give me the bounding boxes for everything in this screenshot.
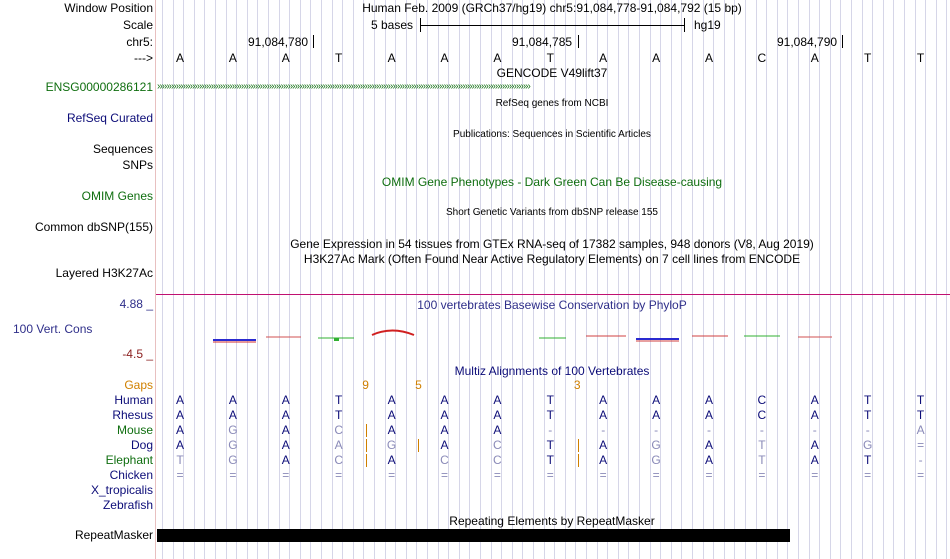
species-label[interactable]: Elephant xyxy=(105,453,153,467)
aligned-base: A xyxy=(281,408,290,422)
reference-base: T xyxy=(916,51,925,65)
gap-count: 9 xyxy=(362,378,369,392)
reference-base: T xyxy=(864,51,872,65)
gap-count: 3 xyxy=(573,378,581,392)
aligned-base: - xyxy=(601,423,606,437)
aligned-base: T xyxy=(546,408,554,422)
gap-count: 5 xyxy=(415,378,422,392)
dbsnp-track-title: Short Genetic Variants from dbSNP release 155 xyxy=(446,207,658,218)
aligned-base: - xyxy=(865,423,870,437)
aligned-base: G xyxy=(386,438,397,452)
omim-track-title: OMIM Gene Phenotypes - Dark Green Can Be Disease-causing xyxy=(381,175,723,189)
gaps-label: Gaps xyxy=(124,378,153,392)
aligned-base: C xyxy=(757,393,767,407)
aligned-base: A xyxy=(281,453,290,467)
aligned-base: T xyxy=(335,408,343,422)
aligned-base: A xyxy=(228,408,237,422)
aligned-base: A xyxy=(387,408,396,422)
aligned-base: = xyxy=(599,468,607,482)
aligned-base: A xyxy=(704,408,713,422)
aligned-base: A xyxy=(334,438,343,452)
aligned-base: A xyxy=(440,393,449,407)
aligned-base: A xyxy=(810,393,819,407)
aligned-base: T xyxy=(335,393,343,407)
species-label[interactable]: Human xyxy=(114,393,153,407)
aligned-base: A xyxy=(599,408,608,422)
aligned-base: A xyxy=(599,438,608,452)
aligned-base: A xyxy=(493,393,502,407)
aligned-base: T xyxy=(916,393,925,407)
aligned-base: A xyxy=(281,393,290,407)
aligned-base: G xyxy=(651,438,661,452)
aligned-base: A xyxy=(704,453,713,467)
aligned-base: A xyxy=(652,393,661,407)
aligned-base: A xyxy=(175,393,184,407)
aligned-base: A xyxy=(387,423,396,437)
aligned-base: - xyxy=(918,453,923,467)
aligned-base: = xyxy=(546,468,554,482)
reference-base: A xyxy=(281,51,290,65)
h3k27ac-track-label[interactable]: Layered H3K27Ac xyxy=(55,266,153,280)
phylop-min-label: -4.5 _ xyxy=(122,347,153,361)
species-label[interactable]: Chicken xyxy=(109,468,153,482)
window-position-label: Window Position xyxy=(64,1,153,15)
reference-base: A xyxy=(440,51,449,65)
species-label[interactable]: Mouse xyxy=(116,423,153,437)
aligned-base: A xyxy=(493,408,502,422)
label-divider xyxy=(155,0,156,559)
aligned-base: C xyxy=(493,453,502,467)
aligned-base: A xyxy=(175,408,184,422)
position-tick-mark-3 xyxy=(842,35,843,48)
h3k27ac-signal-line xyxy=(156,294,950,295)
position-tick-1: 91,084,780 xyxy=(248,35,309,49)
position-tick-mark-1 xyxy=(313,35,314,48)
chrom-label: chr5: xyxy=(126,35,153,49)
gencode-gene-feature[interactable]: ›››››››››››››››››››››››››››››››››››››››››››››››››››››››››››››››››››››››››››››››››››››››››››››››››››››››››››››››››››››››››››››››››››››››››››››››››››››››››››››››› xyxy=(157,81,530,92)
repeatmasker-element[interactable] xyxy=(157,529,790,542)
phylop-max-label: 4.88 _ xyxy=(119,297,153,311)
reference-base: T xyxy=(546,51,554,65)
aligned-base: T xyxy=(176,453,184,467)
insertion-mark xyxy=(578,439,579,452)
reference-base: A xyxy=(704,51,713,65)
aligned-base: T xyxy=(546,453,554,467)
phylop-graph xyxy=(156,320,950,350)
gencode-track-title: GENCODE V49lift37 xyxy=(496,66,608,80)
species-label[interactable]: Dog xyxy=(130,438,153,452)
species-label[interactable]: Rhesus xyxy=(112,408,153,422)
reference-base: A xyxy=(599,51,608,65)
reference-base: T xyxy=(335,51,343,65)
position-tick-mark-2 xyxy=(578,35,579,48)
refseq-track-label[interactable]: RefSeq Curated xyxy=(66,111,153,125)
aligned-base: - xyxy=(812,423,817,437)
assembly-range: Human Feb. 2009 (GRCh37/hg19) chr5:91,084,778-91,084,792 (15 bp) xyxy=(362,1,742,15)
aligned-base: - xyxy=(759,423,764,437)
aligned-base: A xyxy=(493,423,502,437)
aligned-base: T xyxy=(864,408,872,422)
aligned-base: C xyxy=(440,453,449,467)
aligned-base: = xyxy=(282,468,290,482)
dbsnp-track-label[interactable]: Common dbSNP(155) xyxy=(34,220,153,234)
refseq-track-title: RefSeq genes from NCBI xyxy=(495,98,609,109)
aligned-base: G xyxy=(651,453,661,467)
position-tick-3: 91,084,790 xyxy=(777,35,838,49)
aligned-base: T xyxy=(864,453,872,467)
strand-label: ---> xyxy=(134,51,153,65)
aligned-base: = xyxy=(335,468,343,482)
aligned-base: - xyxy=(548,423,553,437)
aligned-base: - xyxy=(707,423,711,437)
aligned-base: G xyxy=(863,438,873,452)
reference-base: A xyxy=(810,51,819,65)
aligned-base: A xyxy=(810,408,819,422)
aligned-base: C xyxy=(757,408,767,422)
publications-track-label[interactable]: Sequences xyxy=(92,142,153,156)
aligned-base: = xyxy=(864,468,872,482)
aligned-base: = xyxy=(758,468,766,482)
aligned-base: T xyxy=(758,453,766,467)
aligned-base: A xyxy=(281,438,290,452)
aligned-base: C xyxy=(493,438,502,452)
repeatmasker-track-title: Repeating Elements by RepeatMasker xyxy=(449,514,655,528)
reference-base: A xyxy=(228,51,237,65)
gtex-track-title: Gene Expression in 54 tissues from GTEx RNA-seq of 17382 samples, 948 donors (V8, Aug 2019) xyxy=(290,237,814,251)
aligned-base: A xyxy=(704,438,713,452)
aligned-base: A xyxy=(387,393,396,407)
aligned-base: T xyxy=(546,393,554,407)
aligned-base: A xyxy=(281,423,290,437)
phylop-bar xyxy=(334,338,339,341)
aligned-base: A xyxy=(387,453,396,467)
scale-text: 5 bases xyxy=(371,18,414,32)
aligned-base: = xyxy=(440,468,448,482)
omim-track-label[interactable]: OMIM Genes xyxy=(81,189,153,203)
insertion-mark xyxy=(366,439,367,452)
aligned-base: G xyxy=(228,453,238,467)
aligned-base: A xyxy=(599,453,608,467)
aligned-base: = xyxy=(917,438,925,452)
aligned-base: A xyxy=(652,408,661,422)
aligned-base: T xyxy=(916,408,925,422)
snps-track-label[interactable]: SNPs xyxy=(122,158,153,172)
h3k27ac-track-title: H3K27Ac Mark (Often Found Near Active Regulatory Elements) on 7 cell lines from ENCODE xyxy=(303,252,801,266)
reference-base: C xyxy=(757,51,767,65)
aligned-base: A xyxy=(440,438,449,452)
aligned-base: = xyxy=(917,468,925,482)
aligned-base: G xyxy=(228,423,238,437)
scale-db: hg19 xyxy=(694,18,721,32)
repeatmasker-track-label[interactable]: RepeatMasker xyxy=(74,528,153,542)
aligned-base: - xyxy=(654,423,659,437)
scale-bar xyxy=(420,25,685,26)
insertion-mark xyxy=(418,439,419,452)
phylop-track-label[interactable]: 100 Vert. Cons xyxy=(13,322,93,336)
aligned-base: A xyxy=(916,423,925,437)
aligned-base: T xyxy=(758,438,766,452)
scale-label: Scale xyxy=(122,18,153,32)
phylop-track-title: 100 vertebrates Basewise Conservation by PhyloP xyxy=(417,298,687,312)
aligned-base: = xyxy=(176,468,184,482)
aligned-base: A xyxy=(704,393,713,407)
species-label[interactable]: X_tropicalis xyxy=(90,483,153,497)
aligned-base: = xyxy=(811,468,819,482)
publications-track-title: Publications: Sequences in Scientific Articles xyxy=(453,129,651,140)
aligned-base: G xyxy=(228,438,238,452)
aligned-base: A xyxy=(810,438,819,452)
phylop-bar xyxy=(372,331,414,336)
insertion-mark xyxy=(366,424,367,437)
aligned-base: A xyxy=(440,408,449,422)
aligned-base: = xyxy=(493,468,501,482)
reference-base: A xyxy=(493,51,502,65)
reference-base: A xyxy=(175,51,184,65)
insertion-mark xyxy=(578,454,579,467)
position-tick-2: 91,084,785 xyxy=(512,35,573,49)
aligned-base: A xyxy=(440,423,449,437)
reference-base: A xyxy=(387,51,396,65)
aligned-base: = xyxy=(652,468,660,482)
gencode-gene-label[interactable]: ENSG00000286121 xyxy=(45,80,153,94)
aligned-base: = xyxy=(388,468,396,482)
aligned-base: C xyxy=(334,453,344,467)
aligned-base: A xyxy=(599,393,608,407)
scale-bar-right-tick xyxy=(684,18,685,32)
reference-base: A xyxy=(652,51,661,65)
aligned-base: = xyxy=(229,468,237,482)
multiz-track-title: Multiz Alignments of 100 Vertebrates xyxy=(454,364,650,378)
species-label[interactable]: Zebrafish xyxy=(102,498,153,512)
aligned-base: A xyxy=(175,438,184,452)
aligned-base: = xyxy=(705,468,713,482)
insertion-mark xyxy=(366,454,367,467)
aligned-base: A xyxy=(175,423,184,437)
aligned-base: T xyxy=(864,393,872,407)
aligned-base: T xyxy=(546,438,554,452)
aligned-base: C xyxy=(334,423,344,437)
aligned-base: A xyxy=(810,453,819,467)
aligned-base: A xyxy=(228,393,237,407)
